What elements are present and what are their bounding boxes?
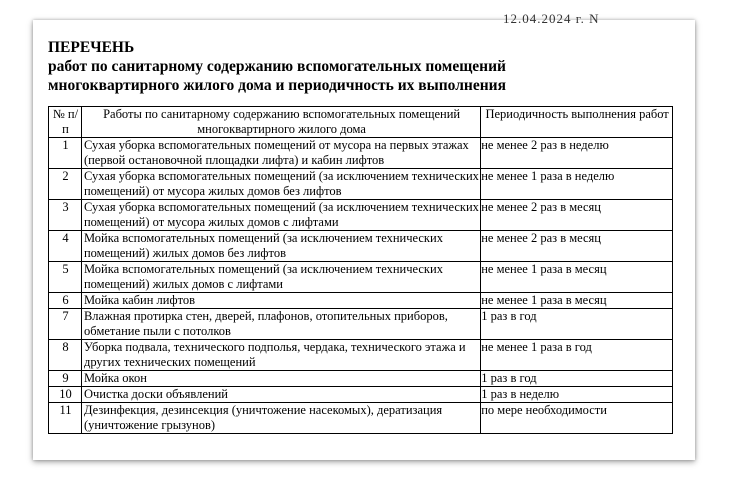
document-title [48, 38, 506, 95]
row-period: не менее 1 раза в месяц [481, 293, 673, 309]
row-work: Сухая уборка вспомогательных помещений (за исключением технических помещений) от мусора жилых домов без лифтов [81, 169, 480, 200]
row-number: 9 [49, 371, 82, 387]
row-work: Уборка подвала, технического подполья, чердака, технического этажа и других технических помещений [81, 340, 480, 371]
row-work: Мойка вспомогательных помещений (за исключением технических помещений) жилых домов с лифтами [81, 262, 480, 293]
row-number: 3 [49, 200, 82, 231]
table-row [49, 340, 673, 371]
row-work: Дезинфекция, дезинсекция (уничтожение насекомых), дератизация (уничтожение грызунов) [81, 403, 480, 434]
row-work: Мойка кабин лифтов [81, 293, 480, 309]
table-row [49, 403, 673, 434]
row-number: 5 [49, 262, 82, 293]
row-period: не менее 2 раз в месяц [481, 231, 673, 262]
table-row [49, 138, 673, 169]
table-row [49, 169, 673, 200]
table-row [49, 371, 673, 387]
row-period: не менее 2 раз в неделю [481, 138, 673, 169]
row-period: 1 раз в год [481, 371, 673, 387]
row-number: 1 [49, 138, 82, 169]
works-table [48, 106, 673, 434]
row-work: Мойка окон [81, 371, 480, 387]
row-number: 6 [49, 293, 82, 309]
row-work: Мойка вспомогательных помещений (за исключением технических помещений) жилых домов без лифтов [81, 231, 480, 262]
header-work: Работы по санитарному содержанию вспомогательных помещений многоквартирного жилого дома [81, 107, 480, 138]
row-work: Сухая уборка вспомогательных помещений (за исключением технических помещений) от мусора жилых домов с лифтами [81, 200, 480, 231]
title-line-2: работ по санитарному содержанию вспомогательных помещений [48, 58, 506, 75]
title-line-1: ПЕРЕЧЕНЬ [48, 39, 135, 56]
table-row [49, 293, 673, 309]
table-row [49, 262, 673, 293]
row-number: 8 [49, 340, 82, 371]
table-row [49, 309, 673, 340]
table-row [49, 231, 673, 262]
table-row [49, 200, 673, 231]
row-number: 4 [49, 231, 82, 262]
document-page [33, 11, 695, 460]
row-period: 1 раз в неделю [481, 387, 673, 403]
table-header-row [49, 107, 673, 138]
row-work: Очистка доски объявлений [81, 387, 480, 403]
row-period: не менее 2 раз в месяц [481, 200, 673, 231]
row-number: 2 [49, 169, 82, 200]
row-work: Сухая уборка вспомогательных помещений от мусора на первых этажах (первой остановочной площадки лифта) и кабин лифтов [81, 138, 480, 169]
header-number: № п/п [49, 107, 82, 138]
row-period: не менее 1 раза в год [481, 340, 673, 371]
row-period: по мере необходимости [481, 403, 673, 434]
row-number: 11 [49, 403, 82, 434]
row-work: Влажная протирка стен, дверей, плафонов, отопительных приборов, обметание пыли с потолков [81, 309, 480, 340]
header-period: Периодичность выполнения работ [481, 107, 673, 138]
title-line-3: многоквартирного жилого дома и периодичность их выполнения [48, 77, 506, 94]
row-period: не менее 1 раза в месяц [481, 262, 673, 293]
row-number: 7 [49, 309, 82, 340]
row-period: не менее 1 раза в неделю [481, 169, 673, 200]
cut-header-text: 12.04.2024 г. N [503, 11, 600, 26]
table-row [49, 387, 673, 403]
row-period: 1 раз в год [481, 309, 673, 340]
row-number: 10 [49, 387, 82, 403]
